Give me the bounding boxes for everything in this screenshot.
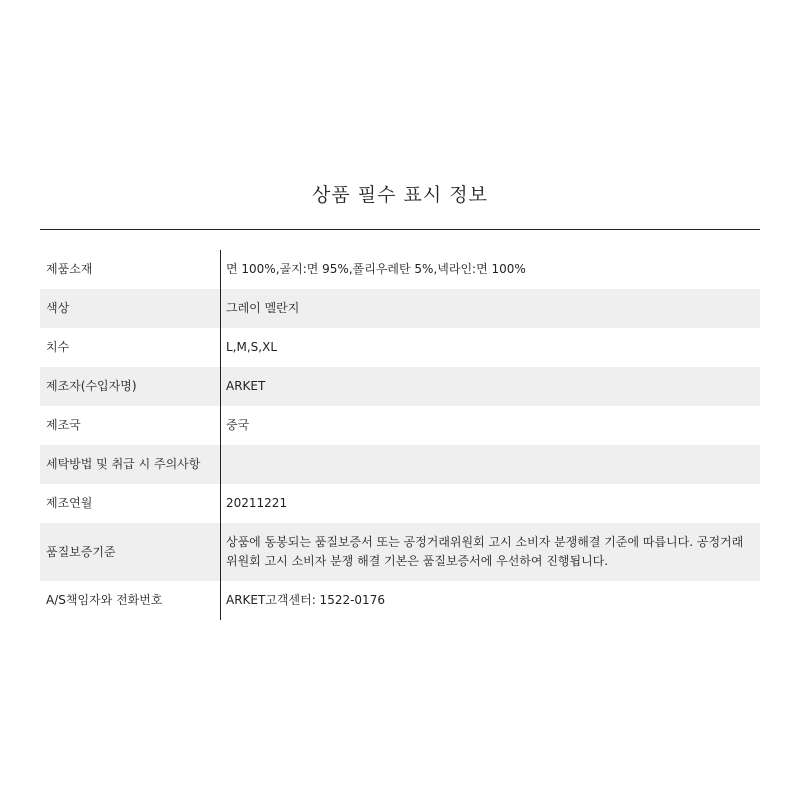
table-row-country	[40, 406, 760, 445]
row-value: 그레이 멜란지	[226, 301, 300, 315]
row-label: 제조국	[46, 418, 81, 432]
row-label: 제품소재	[46, 262, 93, 276]
table-row-size	[40, 328, 760, 367]
table-row-quality	[40, 523, 760, 581]
product-info-table	[40, 250, 760, 620]
row-label: 치수	[46, 340, 70, 354]
row-label: 세탁방법 및 취급 시 주의사항	[46, 457, 201, 471]
row-label: 제조자(수입자명)	[46, 379, 137, 393]
row-label: 품질보증기준	[46, 544, 116, 559]
title-divider	[40, 229, 760, 230]
table-row-material	[40, 250, 760, 289]
page-title: 상품 필수 표시 정보	[312, 184, 488, 206]
row-label: A/S책임자와 전화번호	[46, 593, 163, 607]
table-row-date	[40, 484, 760, 523]
row-value: L,M,S,XL	[226, 340, 278, 354]
row-value: 면 100%,골지:면 95%,폴리우레탄 5%,넥라인:면 100%	[226, 262, 526, 276]
row-value: ARKET고객센터: 1522-0176	[226, 593, 385, 607]
table-row-color	[40, 289, 760, 328]
table-row-as	[40, 581, 760, 620]
column-divider	[220, 250, 221, 620]
row-value: 상품에 동봉되는 품질보증서 또는 공정거래위원회 고시 소비자 분쟁해결 기준에 따릅니다. 공정거래위원회 고시 소비자 분쟁 해결 기본은 품질보증서에 우선하여 진행됩니다.	[226, 535, 744, 568]
row-value: ARKET	[226, 379, 266, 393]
table-row-manufacturer	[40, 367, 760, 406]
row-value: 20211221	[226, 496, 288, 510]
table-row-care	[40, 445, 760, 484]
row-label: 제조연월	[46, 496, 93, 510]
row-value: 중국	[226, 418, 250, 432]
row-label: 색상	[46, 301, 70, 315]
